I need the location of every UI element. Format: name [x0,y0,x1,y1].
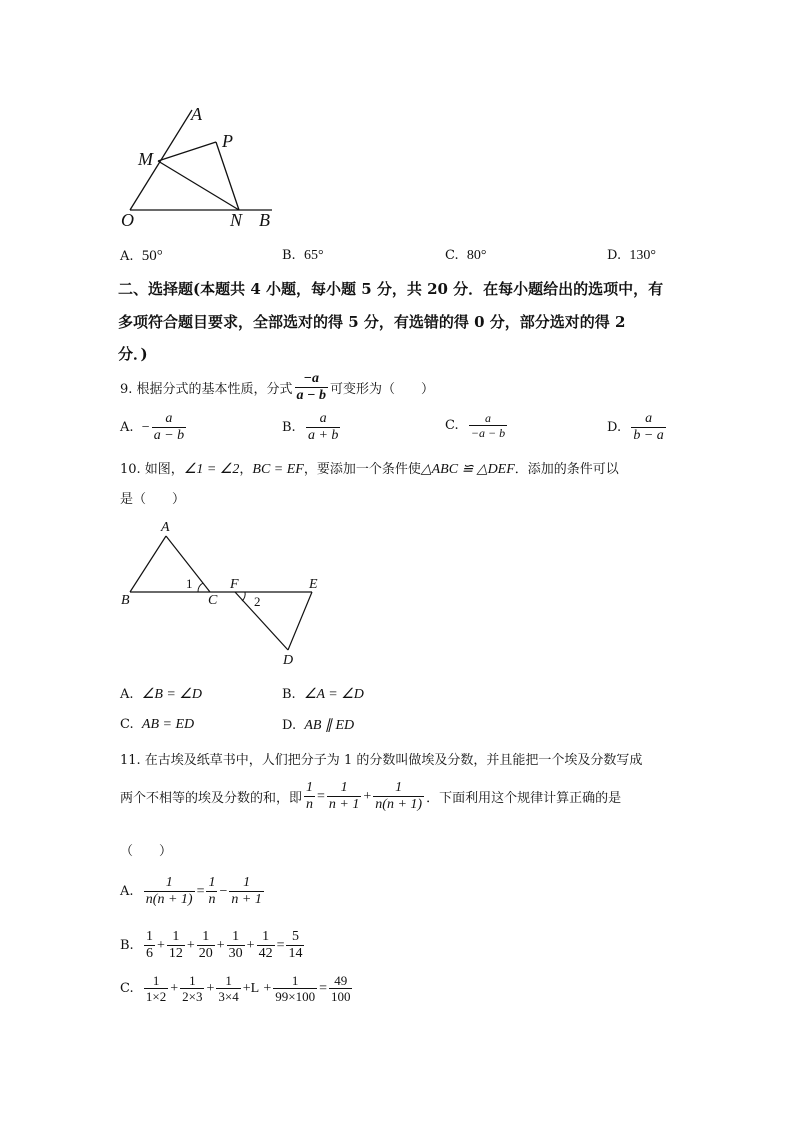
q10-label-c: C [208,593,218,608]
q10-label-e: E [309,577,318,592]
figure-triangles-abc-def [120,530,330,670]
segment-ba [130,536,166,592]
q10-option-b: B. ∠A = ∠D [282,687,364,702]
label-n: N [230,210,243,230]
q10-label-angle2: 2 [254,594,261,609]
q11-stem-line1: 11. 在古埃及纸草书中，人们把分子为 1 的分数叫做埃及分数，并且能把一个埃及分数写成 [120,753,643,768]
q10-option-a: A. ∠B = ∠D [120,687,203,702]
q8-option-a: A. 50° [120,248,163,264]
label-p: P [222,131,233,151]
q11-option-b: B. $\frac{1}{6}$ + $\frac{1}{12}$ + $\frac{1}{20}$ + $\frac{1}{30}$ + $\frac{1}{42}$ = $\frac{5}{14}$ [120,929,303,961]
q11-stem-line3: （ ） [120,844,173,859]
label-m: M [138,149,153,169]
q10-label-angle1: 1 [186,576,193,591]
q9-fraction: $\frac{-a}{a - b}$ [296,371,327,403]
q9-option-c: C. $\frac{a}{-a - b}$ [445,411,506,440]
q9-option-d: D. $\frac{a}{b - a}$ [607,411,664,443]
q11-stem-line2: 两个不相等的埃及分数的和，即 $\frac{1}{n}$ = $\frac{1}{n + 1}$ + $\frac{1}{n(n + 1)}$ ．下面利用这个规律计算正确的是 [120,780,622,812]
label-a: A [191,104,202,124]
segment-mn [158,161,239,210]
q9-stem: 9. 根据分式的基本性质，分式 $\frac{-a}{a - b}$ 可变形为（ ） [120,371,435,403]
q9-option-a: A. − $\frac{a}{a - b}$ [120,411,185,443]
q10-stem-line1: 10. 如图，∠1 = ∠2，BC = EF，要添加一个条件使△ABC ≌ △DEF．添加的条件可以 [120,462,619,477]
q8-option-b: B. 65° [282,248,324,263]
segment-pn [216,142,239,210]
q10-stem-line2: 是（ ） [120,492,186,507]
segment-ed [288,592,312,650]
section2-line2: 多项符合题目要求，全部选对的得 5 分，有选错的得 0 分，部分选对的得 2 [118,313,626,331]
label-o: O [121,210,134,230]
q10-label-b: B [121,593,130,608]
section2-line1: 二、选择题(本题共 4 小题，每小题 5 分，共 20 分．在每小题给出的选项中，有 [118,280,664,298]
q10-label-a: A [161,520,170,535]
q10-option-c: C. AB = ED [120,717,195,732]
q10-label-f: F [230,577,239,592]
q10-option-d: D. AB ∥ ED [282,718,355,733]
angle1-arc [198,583,203,592]
q11-option-c: C. $\frac{1}{1\times 2}$ + $\frac{1}{2\times 3}$ + $\frac{1}{3\times 4}$ +L + $\frac{1}{99\times 100}$ = $\frac{49}{100}$ [120,973,351,1004]
label-b: B [259,210,270,230]
q8-option-d: D. 130° [607,248,656,263]
q11-option-a: A. $\frac{1}{n(n + 1)}$ = $\frac{1}{n}$ − $\frac{1}{n + 1}$ [120,875,262,907]
section2-line3: 分．) [118,345,148,363]
q8-option-c: C. 80° [445,248,487,263]
q10-label-d: D [283,653,294,668]
q9-option-b: B. $\frac{a}{a + b}$ [282,411,339,443]
